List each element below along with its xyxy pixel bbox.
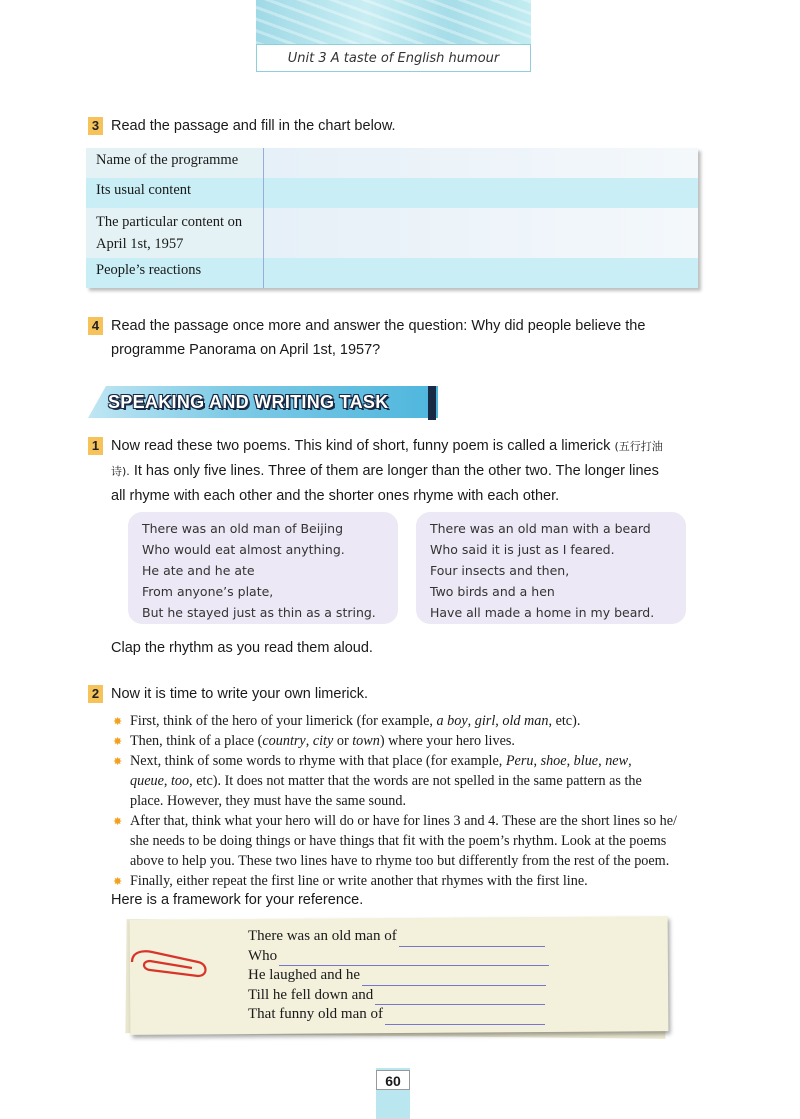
bullet-text: , etc). It does not matter that the words are not spelled in the same pattern as the: [189, 773, 642, 789]
task-instruction-cont: all rhyme with each other and the shorter ones rhyme with each other.: [111, 488, 560, 504]
example-word: new: [605, 753, 629, 769]
task-instruction-cont: It has only five lines. Three of them are longer than the other two. The longer lines: [133, 463, 659, 479]
framework-text: Who: [248, 947, 278, 964]
bullet-text: After that, think what your hero will do or have for lines 3 and 4. These are the short lines so he/: [130, 813, 678, 829]
chart-answer-cell[interactable]: [264, 208, 698, 258]
separator: ,: [467, 713, 475, 729]
task-instruction: Now it is time to write your own limerick.: [111, 686, 369, 702]
task-instruction: Read the passage and fill in the chart below.: [111, 118, 396, 134]
bullet-text: place. However, they must have the same sound.: [130, 793, 407, 809]
example-word: too: [170, 773, 190, 789]
blank-line[interactable]: [362, 971, 546, 986]
framework-line: [248, 947, 549, 967]
framework-text: That funny old man of: [248, 1006, 383, 1022]
example-word: shoe: [540, 753, 567, 769]
blank-line[interactable]: [399, 932, 545, 947]
bullet-text: , etc).: [548, 713, 581, 729]
chart-answer-cell[interactable]: [264, 178, 698, 208]
bullet-star-icon: ✸: [113, 876, 123, 888]
poem-line: There was an old man with a beard: [430, 521, 651, 536]
paperclip-icon: [128, 940, 210, 990]
framework-line: [248, 927, 549, 947]
speaking-task-1: [88, 434, 728, 508]
separator: or: [333, 733, 353, 749]
fill-in-chart: [86, 148, 698, 288]
chinese-gloss: 诗).: [111, 465, 130, 478]
framework-text: Till he fell down and: [248, 986, 374, 1003]
framework-line: [248, 986, 549, 1006]
example-word: a boy: [436, 713, 468, 729]
speaking-task-2: [88, 682, 368, 706]
separator: ,: [533, 753, 541, 769]
chart-row: [86, 258, 698, 288]
bullet-item: [113, 711, 710, 731]
poem-line: There was an old man of Beijing: [142, 521, 344, 536]
task-number: 1: [88, 437, 103, 455]
bullet-text: above to help you. These two lines have to rhyme too but differently from the rest of the poem.: [130, 853, 670, 869]
section-banner: [88, 386, 440, 420]
framework-text: He laughed and he: [248, 967, 361, 983]
clap-instruction: Clap the rhythm as you read them aloud.: [111, 640, 373, 656]
chart-row: [86, 148, 698, 178]
separator: ,: [305, 733, 313, 749]
task-instruction-cont: programme Panorama on April 1st, 1957?: [111, 342, 381, 358]
chart-row-label: [86, 208, 264, 258]
example-word: girl: [474, 713, 496, 729]
task-3: [88, 114, 396, 138]
chart-row-label-line: April 1st, 1957: [96, 236, 184, 252]
separator: ,: [566, 753, 574, 769]
bullet-text: ) where your hero lives.: [379, 733, 515, 749]
unit-title: Unit 3 A taste of English humour: [256, 44, 531, 72]
bullet-item: [113, 811, 710, 871]
chart-answer-cell[interactable]: [264, 258, 698, 288]
section-title: SPEAKING AND WRITING TASK: [108, 392, 389, 412]
poem-line: Have all made a home in my beard.: [430, 605, 655, 620]
blank-line[interactable]: [279, 951, 549, 966]
framework-line: [248, 966, 549, 986]
framework-intro: Here is a framework for your reference.: [111, 892, 364, 908]
bullet-star-icon: ✸: [113, 816, 123, 828]
task-number: 4: [88, 317, 103, 335]
poem-line: Four insects and then,: [430, 563, 570, 578]
poem-line: Two birds and a hen: [430, 584, 555, 599]
poem-line: From anyone’s plate,: [142, 584, 274, 599]
bullet-text: Finally, either repeat the first line or write another that rhymes with the first line.: [130, 873, 588, 889]
chart-row-label: People’s reactions: [86, 258, 264, 288]
chart-row-label: Name of the programme: [86, 148, 264, 178]
bullet-text: First, think of the hero of your limerick (for example,: [130, 713, 437, 729]
blank-line[interactable]: [385, 1010, 545, 1025]
example-word: town: [352, 733, 380, 749]
task-4: [88, 314, 728, 362]
bullet-star-icon: ✸: [113, 736, 123, 748]
chart-row-label-line: The particular content on: [96, 214, 243, 230]
task-number: 3: [88, 117, 103, 135]
chart-row: [86, 208, 698, 258]
poem-line: Who said it is just as I feared.: [430, 542, 615, 557]
framework-lines: [248, 927, 549, 1025]
blank-line[interactable]: [375, 990, 545, 1005]
bullet-text: Then, think of a place (: [130, 733, 263, 749]
page-number: 60: [376, 1070, 410, 1090]
bullet-item: [113, 751, 710, 811]
bullet-text: she needs to be doing things or have things that fit with the poem’s rhythm. Look at the poems: [130, 833, 667, 849]
chinese-gloss: (五行打油: [614, 440, 663, 453]
example-word: country: [262, 733, 306, 749]
example-word: blue: [573, 753, 599, 769]
task-number: 2: [88, 685, 103, 703]
poem-line: But he stayed just as thin as a string.: [142, 605, 376, 620]
bullet-star-icon: ✸: [113, 756, 123, 768]
separator: ,: [495, 713, 503, 729]
bullet-list: [113, 711, 710, 891]
bullet-text: Next, think of some words to rhyme with that place (for example,: [130, 753, 506, 769]
poem-box: [128, 512, 398, 624]
separator: ,: [163, 773, 171, 789]
framework-line: [248, 1005, 549, 1025]
poem-line: Who would eat almost anything.: [142, 542, 345, 557]
task-instruction: Read the passage once more and answer the question: Why did people believe the: [111, 318, 646, 334]
poem-box: [416, 512, 686, 624]
chart-answer-cell[interactable]: [264, 148, 698, 178]
chart-row: [86, 178, 698, 208]
framework-text: There was an old man of: [248, 928, 397, 944]
chart-row-label: Its usual content: [86, 178, 264, 208]
separator: ,: [598, 753, 606, 769]
header-banner-image: [256, 0, 531, 44]
bullet-star-icon: ✸: [113, 716, 123, 728]
banner-end-bar: [428, 386, 436, 420]
example-word: Peru: [505, 753, 534, 769]
bullet-item: [113, 731, 710, 751]
separator: ,: [628, 753, 632, 769]
task-instruction: Now read these two poems. This kind of short, funny poem is called a limerick: [111, 438, 611, 454]
example-word: old man: [502, 713, 549, 729]
example-word: city: [312, 733, 334, 749]
poem-line: He ate and he ate: [142, 563, 255, 578]
example-word: queue: [130, 773, 164, 789]
